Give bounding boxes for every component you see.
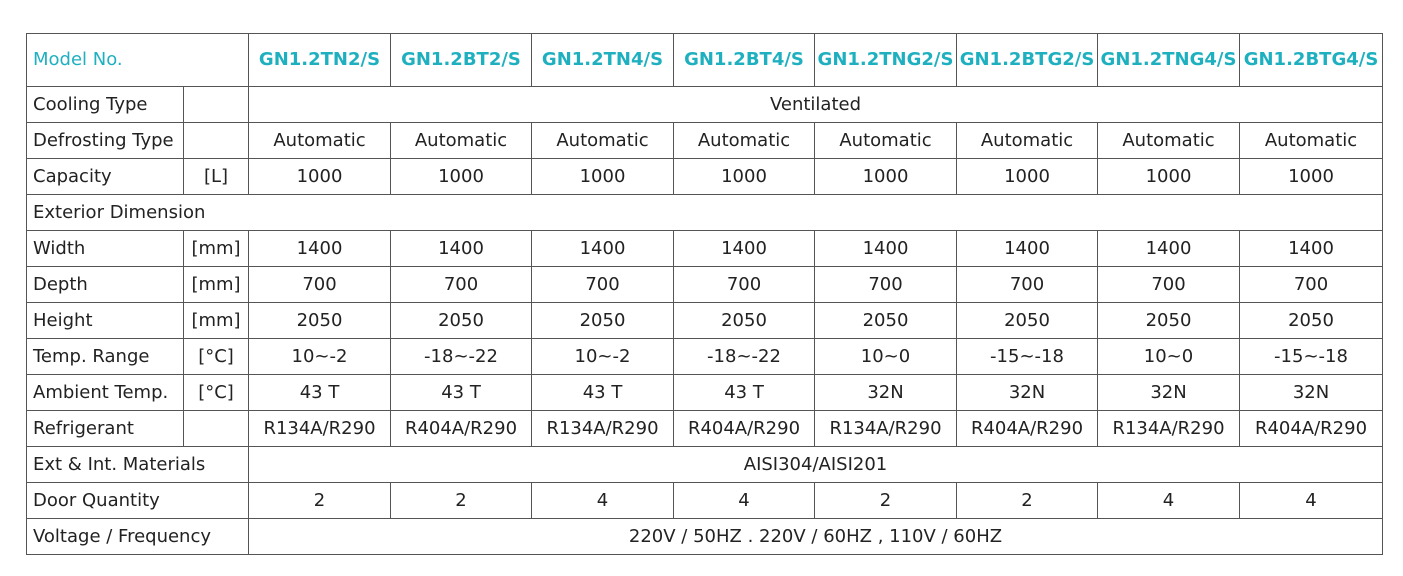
model-header: GN1.2BT4/S bbox=[674, 34, 815, 87]
row-value: -18~-22 bbox=[674, 339, 815, 375]
row-span-value: AISI304/AISI201 bbox=[249, 447, 1383, 483]
row-value: 2050 bbox=[391, 303, 532, 339]
row-value: 700 bbox=[249, 267, 391, 303]
model-no-label: Model No. bbox=[27, 34, 249, 87]
model-header: GN1.2BTG2/S bbox=[957, 34, 1098, 87]
table-header bbox=[27, 34, 1383, 87]
row-value: 2050 bbox=[249, 303, 391, 339]
row-value: 700 bbox=[1098, 267, 1240, 303]
row-value: 1400 bbox=[1098, 231, 1240, 267]
row-value: 10~-2 bbox=[249, 339, 391, 375]
row-value: Automatic bbox=[957, 123, 1098, 159]
row-value: R404A/R290 bbox=[391, 411, 532, 447]
row-value: 4 bbox=[1098, 483, 1240, 519]
table-row bbox=[27, 519, 1383, 555]
row-value: Automatic bbox=[1240, 123, 1383, 159]
table-row bbox=[27, 447, 1383, 483]
row-unit: [mm] bbox=[184, 303, 249, 339]
row-label: Refrigerant bbox=[27, 411, 184, 447]
row-label: Temp. Range bbox=[27, 339, 184, 375]
row-value: 1400 bbox=[532, 231, 674, 267]
row-value: Automatic bbox=[674, 123, 815, 159]
model-header: GN1.2TNG2/S bbox=[815, 34, 957, 87]
row-label: Defrosting Type bbox=[27, 123, 184, 159]
row-label: Cooling Type bbox=[27, 87, 184, 123]
row-unit: [mm] bbox=[184, 231, 249, 267]
row-value: 700 bbox=[532, 267, 674, 303]
row-value: 1400 bbox=[391, 231, 532, 267]
table-row bbox=[27, 375, 1383, 411]
row-value: -15~-18 bbox=[957, 339, 1098, 375]
row-value: 2 bbox=[391, 483, 532, 519]
row-value: 2050 bbox=[532, 303, 674, 339]
spec-table bbox=[26, 33, 1383, 555]
row-value: 10~0 bbox=[1098, 339, 1240, 375]
row-value: 1000 bbox=[249, 159, 391, 195]
row-unit bbox=[184, 87, 249, 123]
row-unit: [mm] bbox=[184, 267, 249, 303]
row-span-value: 220V / 50HZ . 220V / 60HZ , 110V / 60HZ bbox=[249, 519, 1383, 555]
table-row bbox=[27, 87, 1383, 123]
row-value: 32N bbox=[1240, 375, 1383, 411]
row-value: 1000 bbox=[957, 159, 1098, 195]
row-value: 32N bbox=[957, 375, 1098, 411]
row-label: Width bbox=[27, 231, 184, 267]
row-value: 32N bbox=[815, 375, 957, 411]
row-value: Automatic bbox=[249, 123, 391, 159]
row-value: 1400 bbox=[1240, 231, 1383, 267]
row-value: 10~-2 bbox=[532, 339, 674, 375]
table-row bbox=[27, 231, 1383, 267]
row-value: 2050 bbox=[1098, 303, 1240, 339]
row-value: 2050 bbox=[815, 303, 957, 339]
row-label: Depth bbox=[27, 267, 184, 303]
header-row bbox=[27, 34, 1383, 87]
row-value: 700 bbox=[815, 267, 957, 303]
row-value: 1400 bbox=[674, 231, 815, 267]
row-value: R134A/R290 bbox=[532, 411, 674, 447]
table-row bbox=[27, 123, 1383, 159]
row-value: 1000 bbox=[391, 159, 532, 195]
row-value: 700 bbox=[1240, 267, 1383, 303]
row-label: Capacity bbox=[27, 159, 184, 195]
row-label: Height bbox=[27, 303, 184, 339]
row-value: R134A/R290 bbox=[1098, 411, 1240, 447]
row-value: -18~-22 bbox=[391, 339, 532, 375]
model-header: GN1.2TN2/S bbox=[249, 34, 391, 87]
row-value: Automatic bbox=[815, 123, 957, 159]
row-value: 4 bbox=[532, 483, 674, 519]
row-value: 4 bbox=[1240, 483, 1383, 519]
table-row bbox=[27, 339, 1383, 375]
row-value: 2050 bbox=[674, 303, 815, 339]
row-label: Ambient Temp. bbox=[27, 375, 184, 411]
row-value: Automatic bbox=[391, 123, 532, 159]
table-row bbox=[27, 483, 1383, 519]
row-value: 700 bbox=[391, 267, 532, 303]
row-value: R404A/R290 bbox=[1240, 411, 1383, 447]
row-value: 1000 bbox=[1240, 159, 1383, 195]
row-value: R134A/R290 bbox=[249, 411, 391, 447]
row-unit bbox=[184, 123, 249, 159]
row-value: 1400 bbox=[249, 231, 391, 267]
row-value: Automatic bbox=[1098, 123, 1240, 159]
row-value: 1000 bbox=[674, 159, 815, 195]
table-row bbox=[27, 267, 1383, 303]
model-header: GN1.2TN4/S bbox=[532, 34, 674, 87]
row-value: R404A/R290 bbox=[674, 411, 815, 447]
row-value: R404A/R290 bbox=[957, 411, 1098, 447]
row-value: 43 T bbox=[249, 375, 391, 411]
row-span-value: Ventilated bbox=[249, 87, 1383, 123]
row-value: 2 bbox=[249, 483, 391, 519]
row-value: 1000 bbox=[815, 159, 957, 195]
row-label: Voltage / Frequency bbox=[27, 519, 249, 555]
row-value: 4 bbox=[674, 483, 815, 519]
model-header: GN1.2BTG4/S bbox=[1240, 34, 1383, 87]
row-unit: [°C] bbox=[184, 375, 249, 411]
table-row bbox=[27, 411, 1383, 447]
row-value: 43 T bbox=[532, 375, 674, 411]
row-value: -15~-18 bbox=[1240, 339, 1383, 375]
row-value: 1000 bbox=[1098, 159, 1240, 195]
row-unit: [L] bbox=[184, 159, 249, 195]
row-label: Door Quantity bbox=[27, 483, 249, 519]
row-value: Automatic bbox=[532, 123, 674, 159]
table-row bbox=[27, 159, 1383, 195]
table-body bbox=[27, 87, 1383, 555]
row-value: 1400 bbox=[957, 231, 1098, 267]
table-row bbox=[27, 195, 1383, 231]
row-unit bbox=[184, 411, 249, 447]
row-value: 2050 bbox=[957, 303, 1098, 339]
row-value: 2 bbox=[815, 483, 957, 519]
model-header: GN1.2BT2/S bbox=[391, 34, 532, 87]
model-header: GN1.2TNG4/S bbox=[1098, 34, 1240, 87]
row-value: 10~0 bbox=[815, 339, 957, 375]
row-value: 700 bbox=[674, 267, 815, 303]
row-value: 700 bbox=[957, 267, 1098, 303]
row-value: 43 T bbox=[674, 375, 815, 411]
table-row bbox=[27, 303, 1383, 339]
row-label: Ext & Int. Materials bbox=[27, 447, 249, 483]
row-unit: [°C] bbox=[184, 339, 249, 375]
section-label: Exterior Dimension bbox=[27, 195, 1383, 231]
row-value: 1400 bbox=[815, 231, 957, 267]
row-value: R134A/R290 bbox=[815, 411, 957, 447]
row-value: 2050 bbox=[1240, 303, 1383, 339]
row-value: 1000 bbox=[532, 159, 674, 195]
row-value: 2 bbox=[957, 483, 1098, 519]
row-value: 32N bbox=[1098, 375, 1240, 411]
row-value: 43 T bbox=[391, 375, 532, 411]
